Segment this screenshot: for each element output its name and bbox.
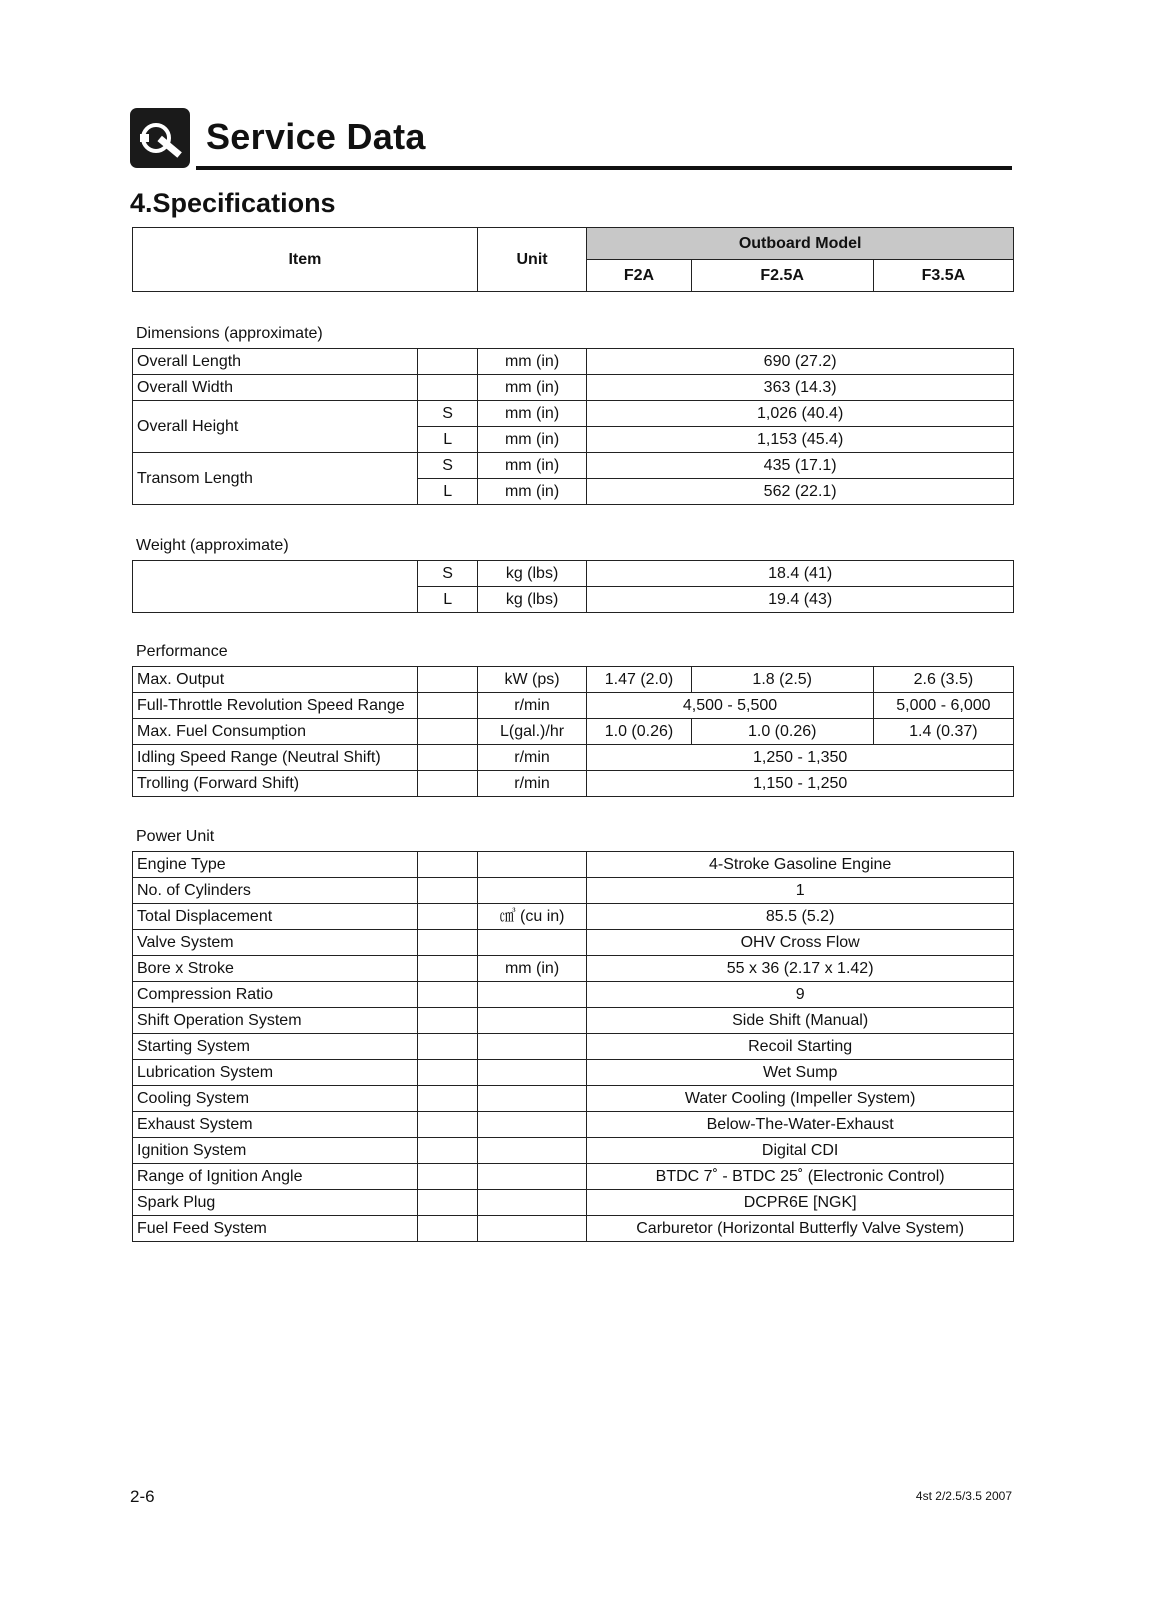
row-unit: mm (in) [477,479,586,505]
row-value: Digital CDI [587,1138,1014,1164]
weight-table [132,560,1014,613]
table-row [133,878,1014,904]
row-label: Compression Ratio [133,982,418,1008]
table-row [133,375,1014,401]
row-label: Max. Fuel Consumption [133,719,418,745]
row-sub [418,1034,477,1060]
row-label: Spark Plug [133,1190,418,1216]
row-label: Shift Operation System [133,1008,418,1034]
row-unit: mm (in) [477,375,586,401]
header-model-f25a: F2.5A [691,260,873,292]
row-value: Below-The-Water-Exhaust [587,1112,1014,1138]
row-label: Engine Type [133,852,418,878]
table-row [133,693,1014,719]
table-row [133,904,1014,930]
row-label: Ignition System [133,1138,418,1164]
table-row [133,1008,1014,1034]
row-unit [477,930,586,956]
header-item: Item [133,228,478,292]
row-unit [477,1216,586,1242]
row-sub [418,904,477,930]
row-value: 1.4 (0.37) [873,719,1013,745]
row-value: 4-Stroke Gasoline Engine [587,852,1014,878]
row-sub [418,1216,477,1242]
row-sub [418,1138,477,1164]
table-row [133,982,1014,1008]
row-value: 1.8 (2.5) [691,667,873,693]
table-row [133,667,1014,693]
row-unit: kg (lbs) [477,561,586,587]
table-row [133,719,1014,745]
row-unit [477,1034,586,1060]
row-sub [418,1190,477,1216]
row-unit [477,852,586,878]
row-value: Side Shift (Manual) [587,1008,1014,1034]
row-unit [477,1164,586,1190]
row-sub: S [418,453,477,479]
row-sub [418,1086,477,1112]
column-header-table [132,227,1014,292]
row-unit: r/min [477,745,586,771]
row-sub [418,982,477,1008]
row-value: Carburetor (Horizontal Butterfly Valve System) [587,1216,1014,1242]
row-sub [418,1060,477,1086]
header-outboard-model: Outboard Model [587,228,1014,260]
row-label: No. of Cylinders [133,878,418,904]
row-value: DCPR6E [NGK] [587,1190,1014,1216]
row-unit: mm (in) [477,453,586,479]
page-number: 2-6 [130,1487,155,1506]
row-unit: r/min [477,771,586,797]
row-sub [418,852,477,878]
row-sub [418,1008,477,1034]
row-label: Total Displacement [133,904,418,930]
performance-table [132,666,1014,797]
row-label: Transom Length [133,453,418,505]
dimensions-table [132,348,1014,505]
table-row [133,453,1014,479]
row-unit [477,1008,586,1034]
table-row [133,1216,1014,1242]
row-value: 435 (17.1) [587,453,1014,479]
row-value: 55 x 36 (2.17 x 1.42) [587,956,1014,982]
row-label: Lubrication System [133,1060,418,1086]
row-value: OHV Cross Flow [587,930,1014,956]
row-value: 18.4 (41) [587,561,1014,587]
table-row [133,1112,1014,1138]
row-sub [418,1112,477,1138]
row-label: Cooling System [133,1086,418,1112]
row-value: Recoil Starting [587,1034,1014,1060]
row-sub [418,930,477,956]
row-label: Overall Height [133,401,418,453]
table-row [133,349,1014,375]
row-sub [418,878,477,904]
row-value: Water Cooling (Impeller System) [587,1086,1014,1112]
row-label: Max. Output [133,667,418,693]
row-value: 1,026 (40.4) [587,401,1014,427]
row-unit [477,1060,586,1086]
table-row [133,561,1014,587]
row-unit: kW (ps) [477,667,586,693]
table-row [133,401,1014,427]
row-value: 1,250 - 1,350 [587,745,1014,771]
row-value: 5,000 - 6,000 [873,693,1013,719]
row-value: 4,500 - 5,500 [587,693,873,719]
row-label: Idling Speed Range (Neutral Shift) [133,745,418,771]
row-label: Fuel Feed System [133,1216,418,1242]
row-unit [477,982,586,1008]
row-value: 1 [587,878,1014,904]
row-value: 9 [587,982,1014,1008]
row-label: Overall Length [133,349,418,375]
table-row [133,1164,1014,1190]
row-unit [477,1138,586,1164]
row-unit: L(gal.)/hr [477,719,586,745]
section-title: 4.Specifications [130,188,336,218]
table-row [133,930,1014,956]
table-row [133,745,1014,771]
row-sub: L [418,587,477,613]
row-value: 1,153 (45.4) [587,427,1014,453]
row-sub [418,1164,477,1190]
row-value: 19.4 (43) [587,587,1014,613]
row-sub [418,956,477,982]
row-label: Overall Width [133,375,418,401]
table-row [133,1034,1014,1060]
header-model-f2a: F2A [587,260,691,292]
row-value: 1.47 (2.0) [587,667,691,693]
row-label: Starting System [133,1034,418,1060]
group-title-dimensions: Dimensions (approximate) [136,325,323,342]
header-unit: Unit [477,228,586,292]
row-label: Bore x Stroke [133,956,418,982]
header-rule [196,166,1012,170]
page-title: Service Data [206,116,426,157]
row-unit [477,1086,586,1112]
row-value: 85.5 (5.2) [587,904,1014,930]
group-title-performance: Performance [136,643,228,660]
table-row [133,1190,1014,1216]
table-row [133,1138,1014,1164]
row-unit: mm (in) [477,349,586,375]
row-sub: S [418,401,477,427]
row-value: BTDC 7˚ - BTDC 25˚ (Electronic Control) [587,1164,1014,1190]
group-title-weight: Weight (approximate) [136,537,289,554]
row-unit [477,1190,586,1216]
row-value: 562 (22.1) [587,479,1014,505]
row-label: Exhaust System [133,1112,418,1138]
table-row [133,852,1014,878]
page-header [130,108,1012,170]
row-unit: ㎤ (cu in) [477,904,586,930]
row-value: 363 (14.3) [587,375,1014,401]
row-label: Full-Throttle Revolution Speed Range [133,693,418,719]
table-row [133,771,1014,797]
row-value: 690 (27.2) [587,349,1014,375]
row-value: 1.0 (0.26) [587,719,691,745]
row-unit: mm (in) [477,956,586,982]
group-title-power-unit: Power Unit [136,828,215,845]
row-value: 2.6 (3.5) [873,667,1013,693]
row-label: Valve System [133,930,418,956]
row-unit: kg (lbs) [477,587,586,613]
row-unit: mm (in) [477,427,586,453]
row-sub: S [418,561,477,587]
row-label: Range of Ignition Angle [133,1164,418,1190]
row-sub: L [418,479,477,505]
document-code: 4st 2/2.5/3.5 2007 [915,1489,1012,1503]
table-row [133,1086,1014,1112]
row-unit: r/min [477,693,586,719]
power-unit-table [132,851,1014,1242]
row-sub: L [418,427,477,453]
row-unit [477,878,586,904]
row-unit: mm (in) [477,401,586,427]
row-value: Wet Sump [587,1060,1014,1086]
row-label: Trolling (Forward Shift) [133,771,418,797]
row-value: 1,150 - 1,250 [587,771,1014,797]
header-model-f35a: F3.5A [873,260,1013,292]
row-unit [477,1112,586,1138]
table-row [133,956,1014,982]
micrometer-icon [130,108,190,168]
table-row [133,1060,1014,1086]
row-value: 1.0 (0.26) [691,719,873,745]
